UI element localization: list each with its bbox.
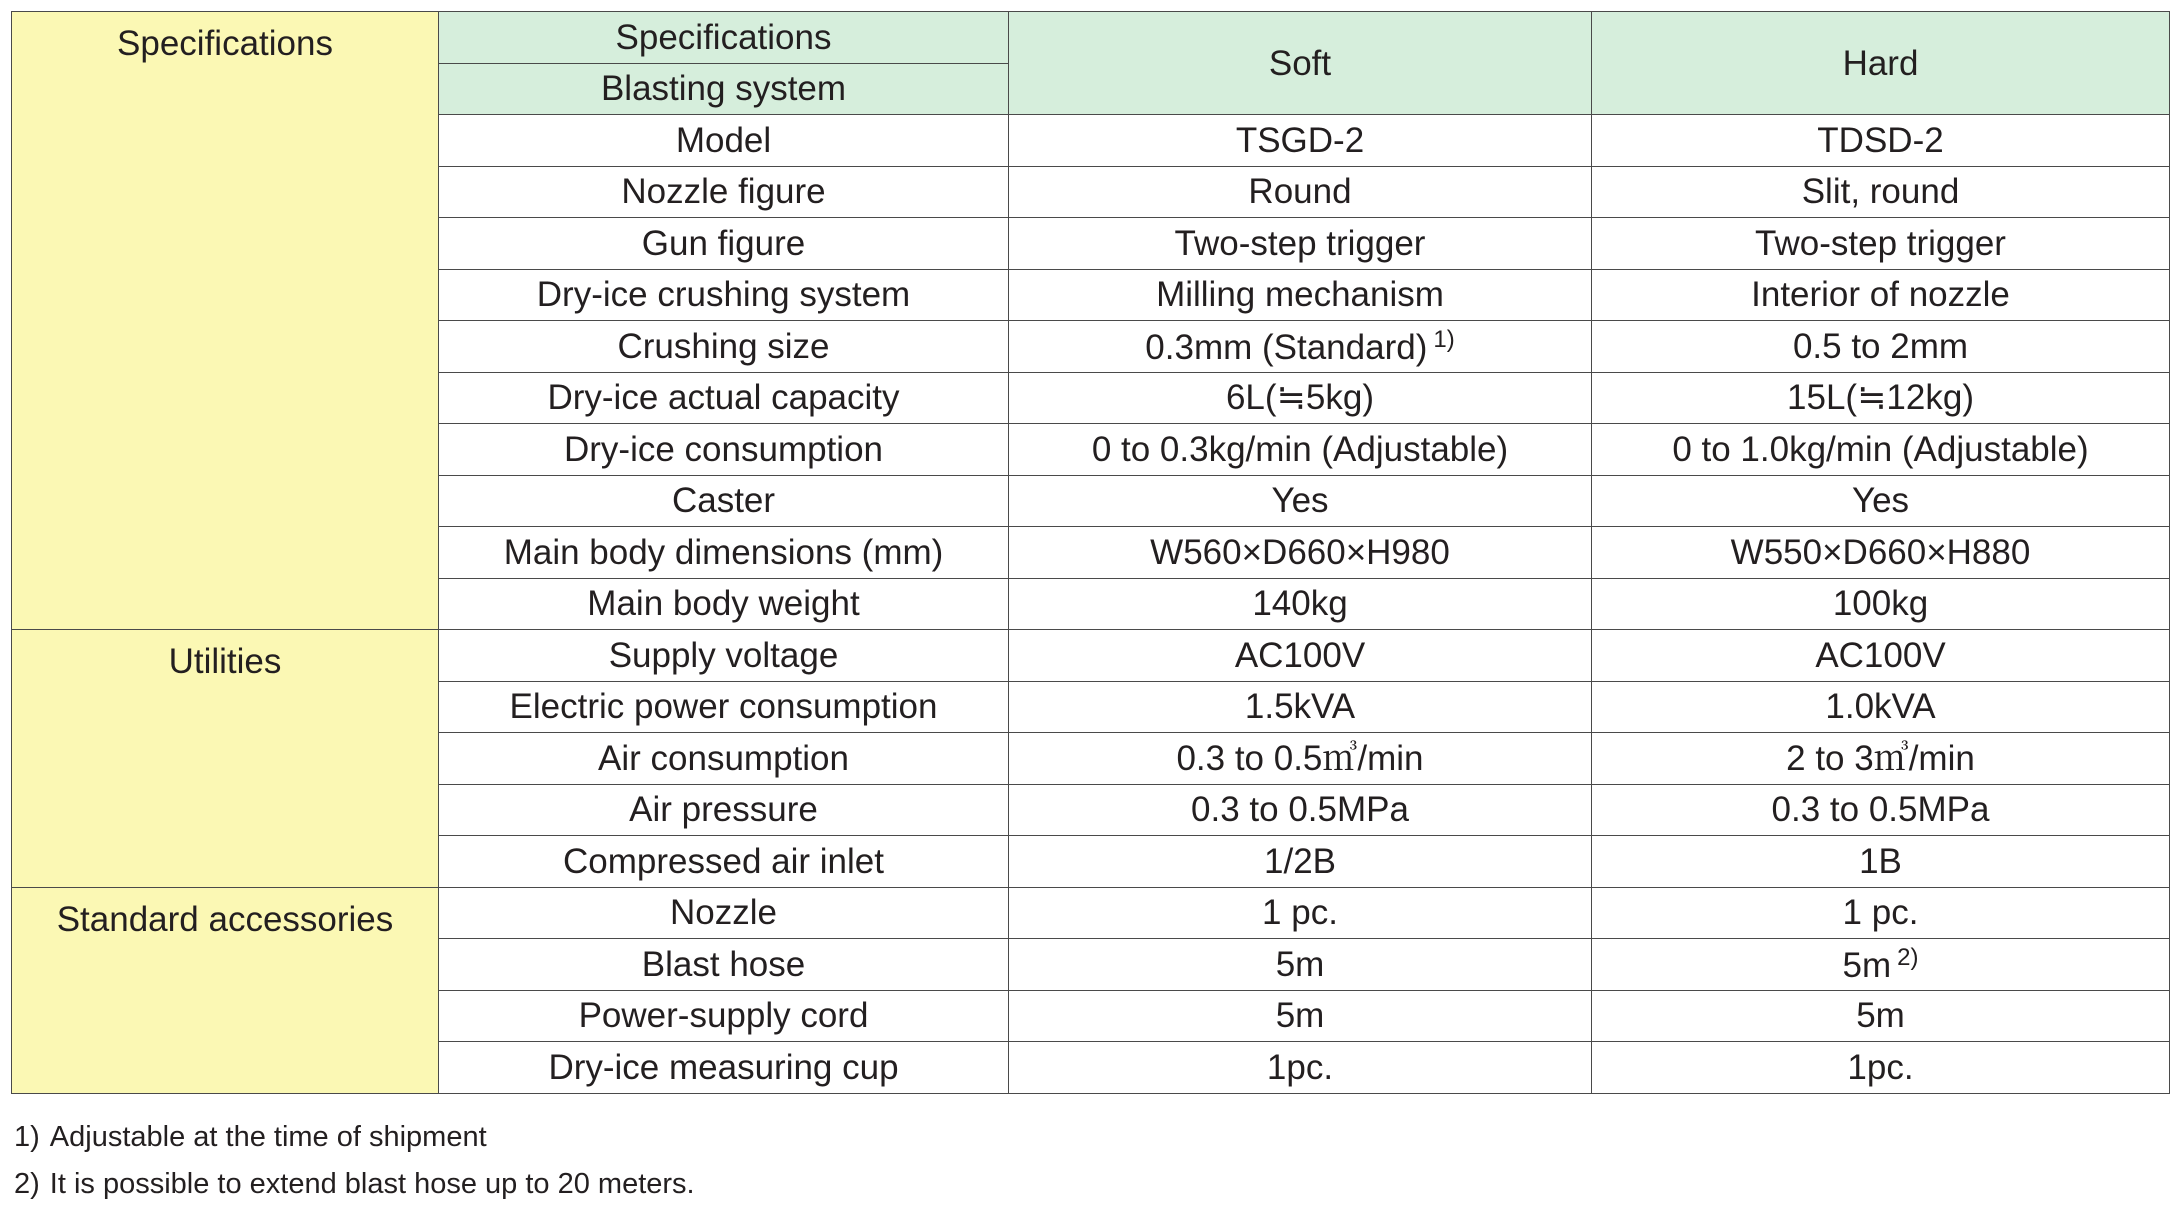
cell-hard	[1592, 939, 2170, 991]
cell-value: 1pc.	[1266, 1047, 1334, 1087]
cell-hard	[1592, 784, 2170, 836]
cell-value: 1B	[1859, 841, 1902, 881]
cell-soft	[1009, 578, 1592, 630]
cell-hard	[1592, 887, 2170, 939]
cell-soft	[1009, 166, 1592, 218]
footnote-marker: 2)	[14, 1168, 40, 1200]
cell-value: W550×D660×H880	[1730, 532, 2031, 572]
cell-soft	[1009, 836, 1592, 888]
cell-value: 1.0kVA	[1825, 687, 1936, 727]
cell-hard	[1592, 321, 2170, 373]
cell-value: Yes	[1851, 481, 1910, 521]
cell-soft	[1009, 939, 1592, 991]
cell-value: 5m	[1842, 945, 1892, 985]
cell-soft	[1009, 372, 1592, 424]
footnote-text: It is possible to extend blast hose up to 20 meters.	[49, 1168, 695, 1200]
category-cell: Standard accessories	[12, 887, 439, 1093]
footnote-reference: 1)	[1433, 325, 1455, 353]
row-label: Compressed air inlet	[439, 836, 1009, 888]
row-label: Model	[439, 115, 1009, 167]
cell-value: 1.5kVA	[1244, 687, 1356, 727]
footnotes	[14, 1114, 695, 1208]
cell-value: 100kg	[1832, 584, 1929, 624]
cell-value: 0.3 to 0.5MPa	[1191, 790, 1409, 830]
table-row	[12, 630, 2170, 682]
cell-value: 2 to 3㎥/min	[1786, 738, 1975, 778]
cell-value: AC100V	[1234, 635, 1366, 675]
cell-value: W560×D660×H980	[1150, 532, 1450, 572]
cell-value: 0.3 to 0.5MPa	[1771, 790, 1990, 830]
cell-value: Interior of nozzle	[1751, 275, 2010, 315]
cell-value: 0 to 1.0kg/min (Adjustable)	[1672, 429, 2089, 469]
cell-hard	[1592, 578, 2170, 630]
cell-hard	[1592, 527, 2170, 579]
row-label: Electric power consumption	[439, 681, 1009, 733]
cell-hard	[1592, 166, 2170, 218]
cell-soft	[1009, 990, 1592, 1042]
row-label: Gun figure	[439, 218, 1009, 270]
cell-value: 5m	[1856, 996, 1905, 1036]
cell-value: Milling mechanism	[1156, 275, 1444, 315]
cell-value: 1 pc.	[1842, 893, 1919, 933]
cell-value: 0.3 to 0.5㎥/min	[1176, 738, 1424, 778]
cell-hard	[1592, 836, 2170, 888]
cell-value: TSGD-2	[1235, 120, 1365, 160]
row-label: Dry-ice measuring cup	[439, 1042, 1009, 1094]
row-label: Air pressure	[439, 784, 1009, 836]
cell-soft	[1009, 1042, 1592, 1094]
cell-value: AC100V	[1815, 635, 1946, 675]
cell-value: 0 to 0.3kg/min (Adjustable)	[1091, 429, 1509, 469]
footnote	[14, 1161, 695, 1208]
cell-value: 1 pc.	[1262, 893, 1338, 933]
cell-hard	[1592, 424, 2170, 476]
cell-hard	[1592, 269, 2170, 321]
header-row-top	[12, 12, 2170, 64]
cell-value: Two-step trigger	[1755, 223, 2006, 263]
cell-soft	[1009, 424, 1592, 476]
cell-soft	[1009, 218, 1592, 270]
row-label: Dry-ice crushing system	[439, 269, 1009, 321]
cell-value: Two-step trigger	[1174, 223, 1426, 263]
row-label: Caster	[439, 475, 1009, 527]
cell-hard	[1592, 990, 2170, 1042]
column-header-hard: Hard	[1592, 12, 2170, 115]
column-header-soft: Soft	[1009, 12, 1592, 115]
cell-soft	[1009, 115, 1592, 167]
category-cell: Specifications	[12, 12, 439, 630]
cell-soft	[1009, 733, 1592, 785]
row-label: Air consumption	[439, 733, 1009, 785]
category-cell: Utilities	[12, 630, 439, 888]
cell-hard	[1592, 630, 2170, 682]
cell-hard	[1592, 681, 2170, 733]
cell-soft	[1009, 681, 1592, 733]
cell-soft	[1009, 527, 1592, 579]
cell-hard	[1592, 733, 2170, 785]
cell-value: Yes	[1271, 481, 1329, 521]
cell-soft	[1009, 887, 1592, 939]
cell-value: 15L(≒12kg)	[1787, 378, 1974, 418]
cell-soft	[1009, 784, 1592, 836]
cell-value: 5m	[1275, 944, 1325, 984]
footnote-reference: 2)	[1897, 943, 1919, 971]
cell-value: 0.3mm (Standard)	[1145, 327, 1428, 367]
cell-hard	[1592, 115, 2170, 167]
cell-value: 6L(≒5kg)	[1225, 378, 1375, 418]
row-label: Dry-ice consumption	[439, 424, 1009, 476]
cell-hard	[1592, 372, 2170, 424]
row-label: Main body weight	[439, 578, 1009, 630]
cell-value: 1pc.	[1847, 1047, 1914, 1087]
subheader-blasting-system: Blasting system	[439, 63, 1009, 115]
spec-table	[11, 11, 2170, 1094]
cell-soft	[1009, 475, 1592, 527]
footnote-text: Adjustable at the time of shipment	[49, 1121, 487, 1153]
cell-soft	[1009, 630, 1592, 682]
footnote	[14, 1114, 695, 1161]
row-label: Supply voltage	[439, 630, 1009, 682]
cell-hard	[1592, 1042, 2170, 1094]
cell-soft	[1009, 269, 1592, 321]
cell-hard	[1592, 475, 2170, 527]
cell-value: Round	[1248, 172, 1352, 212]
cell-soft	[1009, 321, 1592, 373]
table-row	[12, 887, 2170, 939]
subheader-specifications: Specifications	[439, 12, 1009, 64]
cell-value: 1/2B	[1264, 841, 1336, 881]
row-label: Nozzle figure	[439, 166, 1009, 218]
row-label: Dry-ice actual capacity	[439, 372, 1009, 424]
cell-value: 0.5 to 2mm	[1792, 326, 1969, 366]
cell-value: TDSD-2	[1817, 120, 1944, 160]
row-label: Crushing size	[439, 321, 1009, 373]
cell-hard	[1592, 218, 2170, 270]
cell-value: Slit, round	[1801, 172, 1960, 212]
row-label: Power-supply cord	[439, 990, 1009, 1042]
row-label: Blast hose	[439, 939, 1009, 991]
row-label: Main body dimensions (mm)	[439, 527, 1009, 579]
footnote-marker: 1)	[14, 1121, 40, 1153]
row-label: Nozzle	[439, 887, 1009, 939]
cell-value: 5m	[1275, 996, 1325, 1036]
cell-value: 140kg	[1252, 584, 1348, 624]
